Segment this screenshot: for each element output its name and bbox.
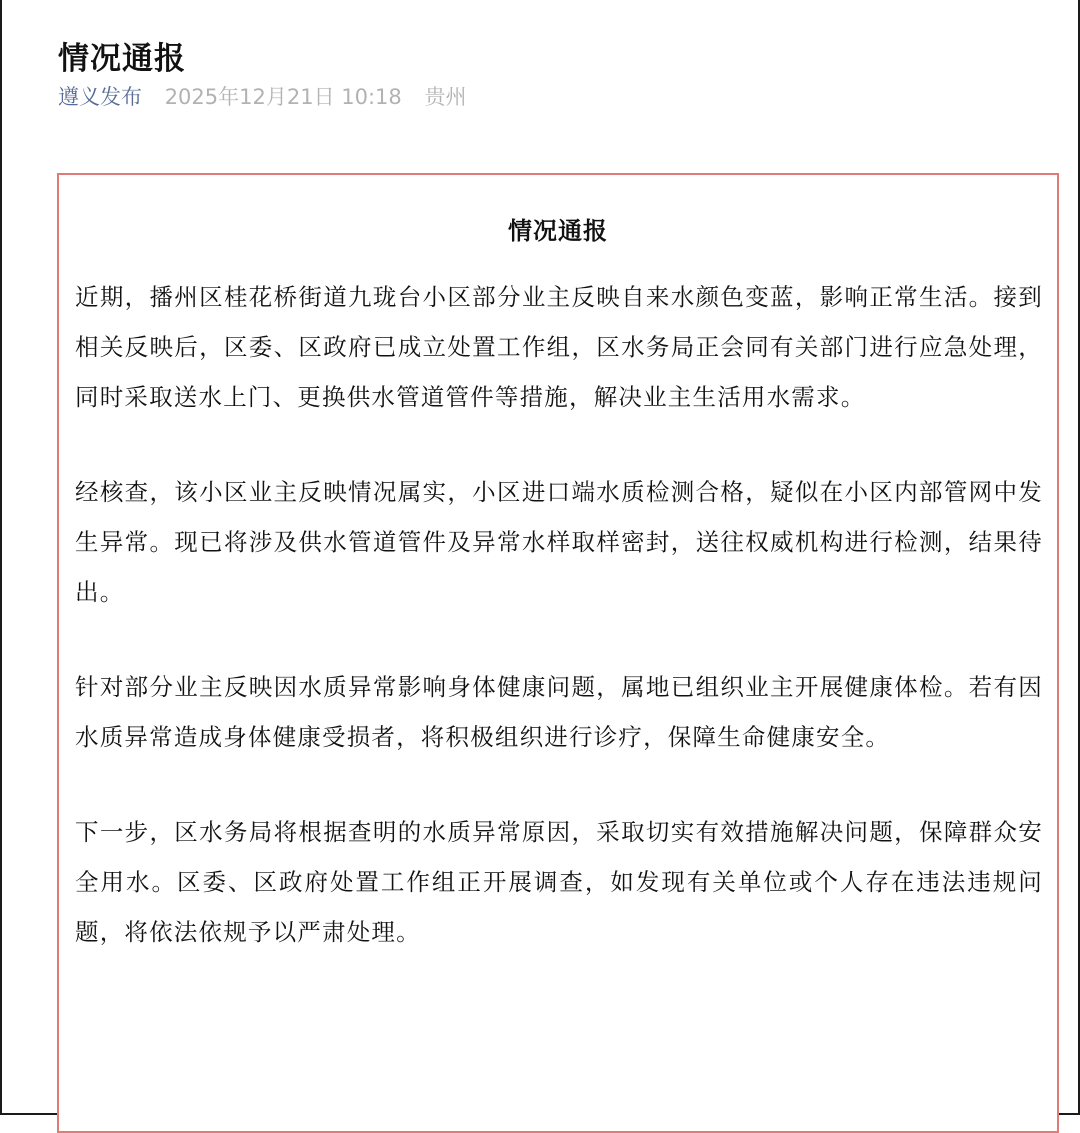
article-meta — [58, 82, 466, 112]
author-link[interactable]: 遵义发布 — [58, 85, 142, 109]
article-title: 情况通报 — [58, 40, 186, 77]
publish-date: 2025年12月21日 10:18 — [164, 85, 402, 109]
notice-paragraph: 经核查，该小区业主反映情况属实，小区进口端水质检测合格，疑似在小区内部管网中发生异常。现已将涉及供水管道管件及异常水样取样密封，送往权威机构进行检测，结果待出。 — [75, 478, 1043, 606]
notice-paragraph: 针对部分业主反映因水质异常影响身体健康问题，属地已组织业主开展健康体检。若有因水质异常造成身体健康受损者，将积极组织进行诊疗，保障生命健康安全。 — [75, 673, 1043, 751]
notice-paragraph: 近期，播州区桂花桥街道九珑台小区部分业主反映自来水颜色变蓝，影响正常生活。接到相关反映后，区委、区政府已成立处置工作组，区水务局正会同有关部门进行应急处理，同时采取送水上门、更换供水管道管件等措施，解决业主生活用水需求。 — [75, 283, 1043, 411]
publish-location: 贵州 — [424, 85, 467, 109]
notice-box — [57, 173, 1059, 1133]
notice-heading: 情况通报 — [508, 217, 608, 245]
notice-body — [75, 272, 1043, 1002]
notice-paragraph: 下一步，区水务局将根据查明的水质异常原因，采取切实有效措施解决问题，保障群众安全用水。区委、区政府处置工作组正开展调查，如发现有关单位或个人存在违法违规问题，将依法依规予以严肃处理。 — [75, 818, 1043, 946]
